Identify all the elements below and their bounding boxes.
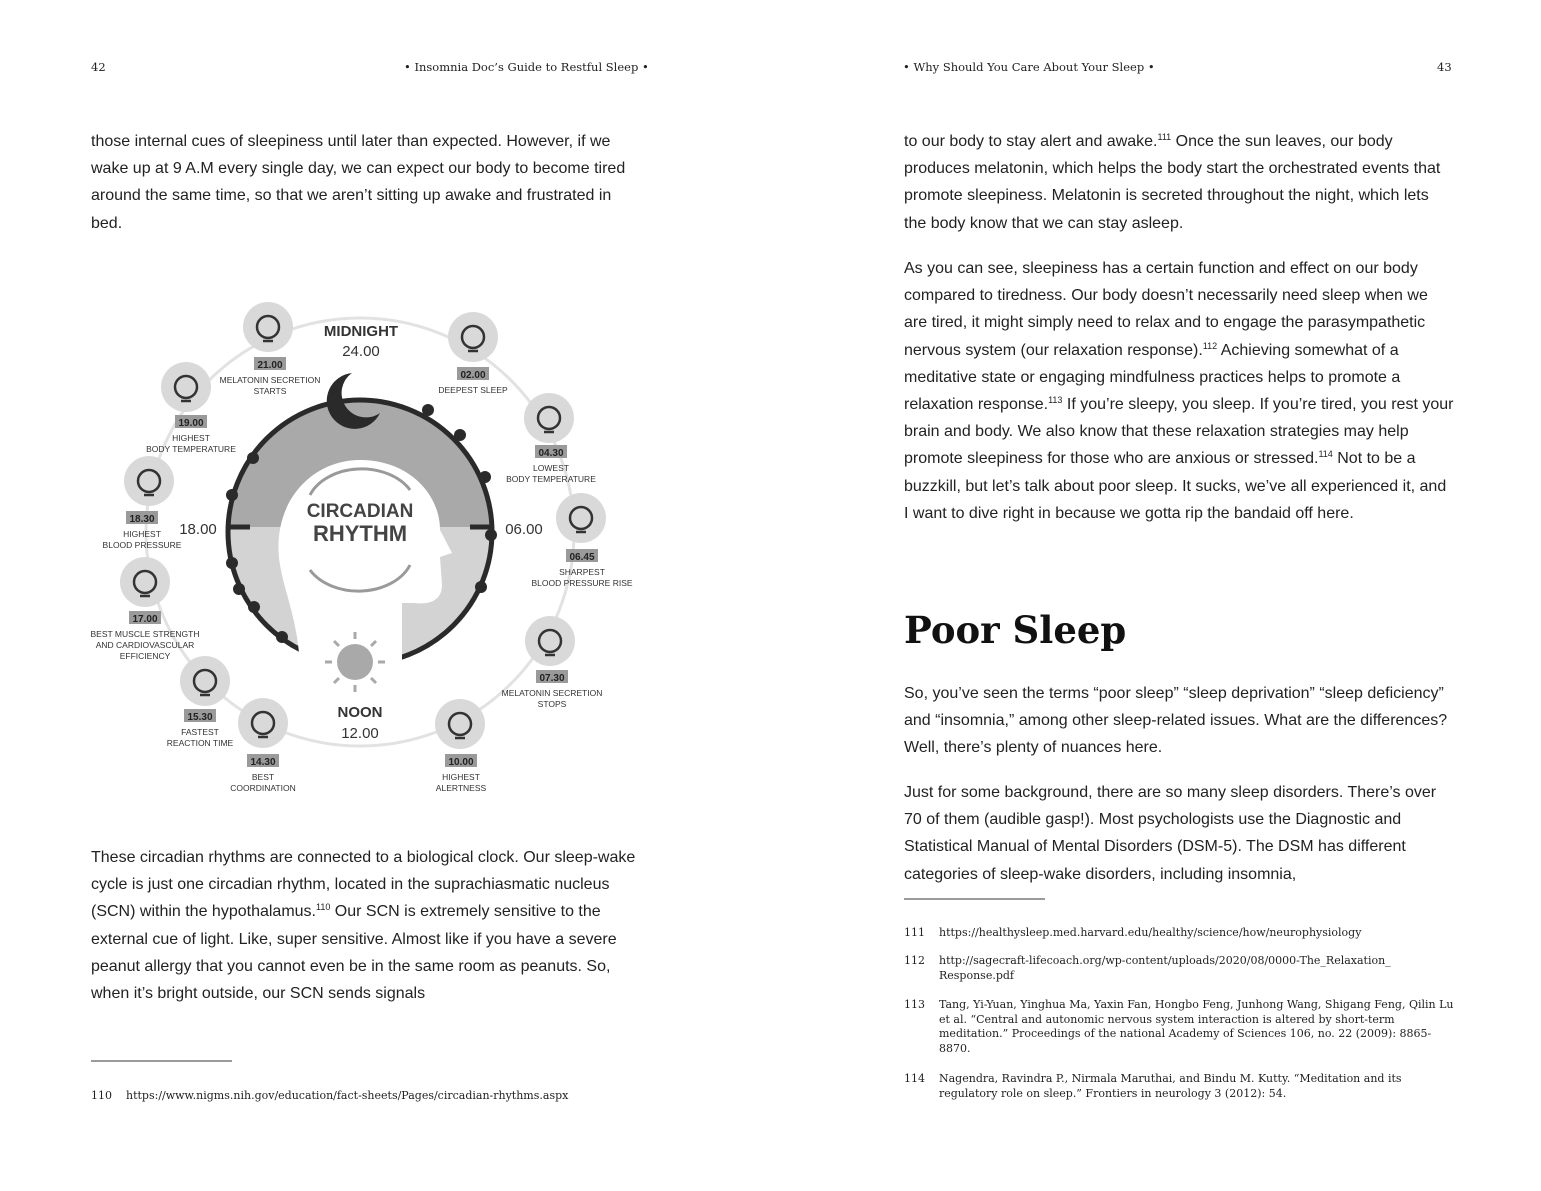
- footnote-number: 112: [904, 954, 925, 967]
- thermometer-person-icon: [161, 362, 211, 412]
- event-label: HIGHEST: [442, 772, 480, 782]
- event-label: BODY TEMPERATURE: [506, 474, 596, 484]
- footnote-number: 113: [904, 998, 925, 1011]
- event-label: COORDINATION: [230, 783, 296, 793]
- event-marker: [230, 698, 295, 793]
- event-time: 19.00: [178, 418, 204, 429]
- event-marker: [502, 616, 603, 709]
- paragraph-2-right-d: Not to be a buzzkill, but let’s talk about poor sleep. It sucks, we’ve all experienced it, and I want to dive right in because we gotta rip the bandaid off here.: [904, 450, 1447, 522]
- diagram-title-line2: RHYTHM: [312, 521, 408, 546]
- event-label: STARTS: [253, 386, 287, 396]
- page-number-right: 43: [1437, 60, 1452, 74]
- circadian-rhythm-diagram: [90, 295, 640, 805]
- footnote-text: Nagendra, Ravindra P., Nirmala Maruthai, and Bindu M. Kutty. “Meditation and its regulatory role on sleep.” Frontiers in neurology 3 (2012): 54.: [939, 1072, 1402, 1100]
- paragraph-4-right: Just for some background, there are so many sleep disorders. There’s over 70 of them (audible gasp!). Most psychologists use the Diagnostic and Statistical Manual of Mental Disorders (DSM-5). The DSM has different categories of sleep-wake disorders, including insomnia,: [904, 784, 1437, 883]
- event-label: EFFICIENCY: [119, 651, 171, 661]
- event-label: MELATONIN SECRETION: [501, 688, 603, 698]
- paragraph-2-left-b: Our SCN is extremely sensitive to the external cue of light. Like, super sensitive. Almost like if you have a severe peanut allergy that you cannot even be in the same room as peanuts. So, when it’s bright outside, our SCN sends signals: [91, 903, 617, 1003]
- noon-label: NOON: [337, 704, 383, 721]
- heart-plus-icon: [556, 493, 606, 543]
- paragraph-2-right-a: As you can see, sleepiness has a certain function and effect on our body compared to tiredness. Our body doesn’t necessarily need sleep when we are tired, it might simply need to relax and to engage the parasympathetic nervous system (our relaxation response).: [904, 260, 1428, 359]
- footnote-text: Tang, Yi-Yuan, Yinghua Ma, Yaxin Fan, Hongbo Feng, Junhong Wang, Shigang Feng, Qilin Lu et al. “Central and autonomic nervous system interaction is altered by short-term meditation.” Proceedings of the national Academy of Sciences 106, no. 22 (2009): 8865-8870.: [939, 998, 1454, 1055]
- footnote-ref-111[interactable]: 111: [1157, 132, 1172, 142]
- heart-pulse-icon: [124, 456, 174, 506]
- footnote-number: 111: [904, 926, 925, 939]
- event-label: MELATONIN SECRETION: [219, 375, 321, 385]
- midnight-label: MIDNIGHT: [323, 323, 399, 340]
- event-time: 06.45: [569, 552, 595, 563]
- section-heading: Poor Sleep: [904, 608, 1127, 652]
- footnote-number: 110: [91, 1089, 112, 1102]
- paragraph-2-right-b: Achieving somewhat of a meditative state or engaging mindfulness practices helps to promote a relaxation response.: [904, 341, 1401, 414]
- paragraph-1-right-a: to our body to stay alert and awake.: [904, 133, 1158, 150]
- right-time: 06.00: [505, 521, 543, 538]
- event-marker: [506, 393, 596, 484]
- event-label: BEST MUSCLE STRENGTH: [90, 629, 200, 639]
- event-label: STOPS: [537, 699, 567, 709]
- event-marker: [435, 699, 487, 793]
- event-marker: [531, 493, 632, 588]
- event-label: AND CARDIOVASCULAR: [95, 640, 195, 650]
- event-label: BEST: [251, 772, 275, 782]
- lightbulb-icon: [435, 699, 485, 749]
- event-marker: [91, 557, 200, 661]
- muscle-arm-icon: [120, 557, 170, 607]
- event-time: 07.30: [539, 673, 565, 684]
- paragraph-2-right-c: If you’re sleepy, you sleep. If you’re tired, you rest your brain and body. We also know that these relaxation strategies may help promote sleepiness for those who are anxious or stressed.: [904, 396, 1454, 468]
- bed-icon: [448, 312, 498, 362]
- footnote-ref-113[interactable]: 113: [1048, 395, 1063, 406]
- footnote-number: 114: [904, 1072, 925, 1085]
- left-time: 18.00: [179, 521, 217, 538]
- event-time: 21.00: [257, 360, 283, 371]
- footnote-ref-110[interactable]: 110: [315, 902, 331, 913]
- running-head-left: • Insomnia Doc’s Guide to Restful Sleep •: [404, 60, 649, 74]
- footnote-ref-112[interactable]: 112: [1202, 340, 1218, 351]
- event-label: BLOOD PRESSURE: [102, 540, 182, 550]
- event-label: HIGHEST: [123, 529, 161, 539]
- head-moon-off-icon: [525, 616, 575, 666]
- event-label: REACTION TIME: [166, 738, 234, 748]
- footnote-link[interactable]: https://healthysleep.med.harvard.edu/healthy/science/how/neurophysiology: [939, 926, 1362, 939]
- event-label: DEEPEST SLEEP: [438, 385, 508, 395]
- footnote-ref-114[interactable]: 114: [1318, 449, 1333, 460]
- event-time: 04.30: [538, 448, 564, 459]
- event-label: LOWEST: [533, 463, 569, 473]
- paragraph-1-left: those internal cues of sleepiness until later than expected. However, if we wake up at 9 A.M every single day, we can expect our body to become tired around the same time, so that we aren’t sitting up awake and frustrated in bed.: [91, 133, 626, 232]
- event-time: 18.30: [129, 514, 155, 525]
- midnight-time: 24.00: [342, 343, 380, 360]
- page-number-left: 42: [91, 60, 106, 74]
- right-page: [770, 0, 1541, 1191]
- event-label: ALERTNESS: [435, 783, 487, 793]
- left-page: [0, 0, 770, 1191]
- event-time: 14.30: [250, 757, 276, 768]
- running-head-right: • Why Should You Care About Your Sleep •: [903, 60, 1155, 74]
- event-time: 10.00: [448, 757, 474, 768]
- event-label: SHARPEST: [559, 567, 605, 577]
- paragraph-1-right-b: Once the sun leaves, our body produces melatonin, which helps the body start the orchestrated events that promote sleepiness. Melatonin is secreted throughout the night, which lets the body know that we can stay asleep.: [904, 133, 1441, 232]
- event-label: FASTEST: [181, 727, 219, 737]
- event-marker: [438, 312, 508, 395]
- paragraph-3-right: So, you’ve seen the terms “poor sleep” “sleep deprivation” “sleep deficiency” and “insomnia,” among other sleep-related issues. What are the differences? Well, there’s plenty of nuances here.: [904, 685, 1448, 757]
- event-marker: [220, 302, 321, 396]
- event-label: HIGHEST: [172, 433, 210, 443]
- event-marker: [103, 456, 182, 550]
- head-moon-icon: [243, 302, 293, 352]
- event-time: 02.00: [460, 370, 486, 381]
- stopwatch-icon: [180, 656, 230, 706]
- event-marker: [167, 656, 234, 748]
- footnote-divider-left: [91, 1060, 232, 1062]
- paragraph-2-right: [904, 255, 1454, 527]
- paragraph-2-left: [91, 844, 636, 1007]
- footnote-divider-right: [904, 898, 1045, 900]
- event-time: 17.00: [132, 614, 158, 625]
- balance-pose-icon: [238, 698, 288, 748]
- footnote-link[interactable]: https://www.nigms.nih.gov/education/fact-sheets/Pages/circadian-rhythms.aspx: [126, 1089, 569, 1102]
- event-time: 15.30: [187, 712, 213, 723]
- event-label: BLOOD PRESSURE RISE: [531, 578, 633, 588]
- paragraph-2-left-a: These circadian rhythms are connected to a biological clock. Our sleep-wake cycle is just one circadian rhythm, located in the suprachiasmatic nucleus (SCN) within the hypothalamus.: [91, 849, 636, 921]
- thermometer-person-icon: [524, 393, 574, 443]
- footnote-link[interactable]: http://sagecraft-lifecoach.org/wp-content/uploads/2020/08/0000-The_Relaxation_ Response.pdf: [939, 954, 1391, 982]
- diagram-title-line1: CIRCADIAN: [306, 501, 414, 522]
- noon-time: 12.00: [341, 725, 379, 742]
- event-label: BODY TEMPERATURE: [146, 444, 236, 454]
- paragraph-1-right: [904, 128, 1452, 237]
